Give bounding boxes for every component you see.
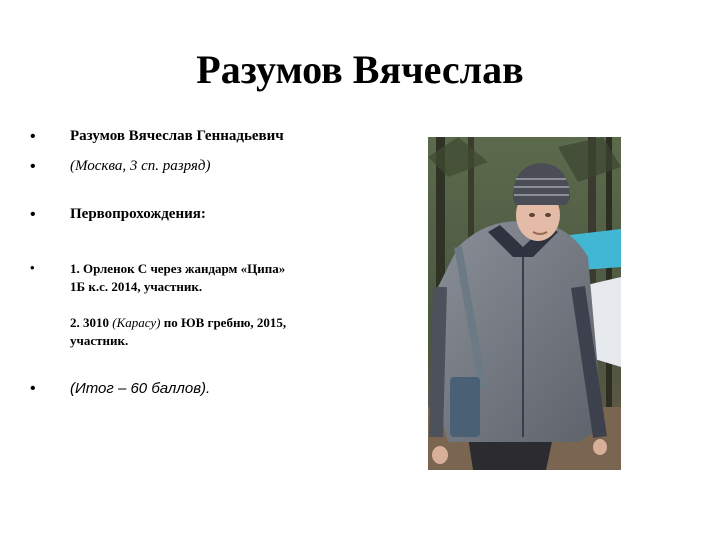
ascent-1-line-1: 1. Орленок С через жандарм «Ципа» [70,261,286,276]
bullet-dot-icon: • [30,158,36,175]
ascents-list-text [70,260,365,350]
city-rank-text: (Москва, 3 сп. разряд) [70,158,211,174]
bullet-dot-icon: • [30,206,36,223]
ascents-heading-text: Первопрохождения: [70,206,206,222]
ascent-1-line-2: 1Б к.с. 2014, участник. [70,279,203,294]
ascent-2-route: по ЮВ гребню, 2015, [160,315,287,330]
bullet-dot-icon: • [30,128,36,145]
total-score-text: (Итог – 60 баллов). [70,380,211,397]
participant-photo [428,137,621,470]
ascent-2-region: (Карасу) [112,315,161,330]
bullet-dot-icon: • [30,260,35,275]
bullet-dot-icon: • [30,380,36,397]
ascent-2-line-1 [70,314,365,332]
full-name-text: Разумов Вячеслав Геннадьевич [70,128,284,144]
participant-photo-image [428,137,621,470]
page-title: Разумов Вячеслав [196,47,524,92]
ascent-2-number: 2. 3010 [70,315,113,330]
ascent-2-line-2: участник. [70,333,129,348]
